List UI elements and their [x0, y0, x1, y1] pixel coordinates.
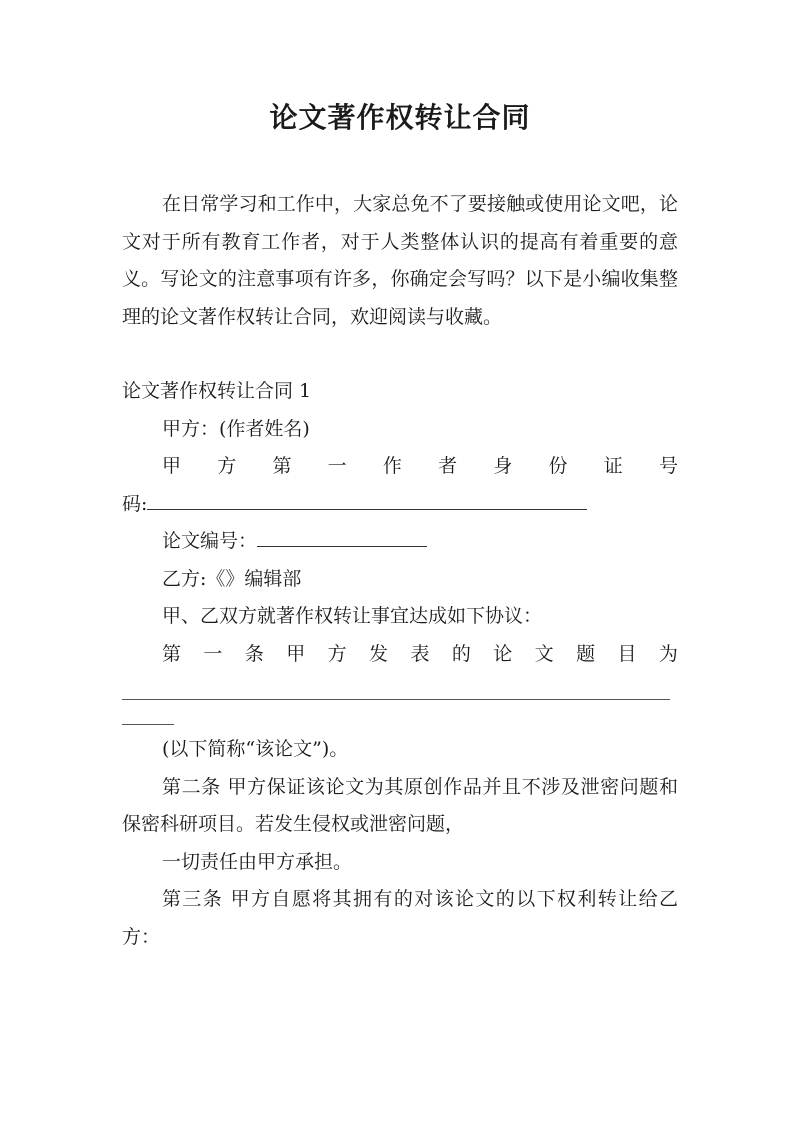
article-3: 第三条 甲方自愿将其拥有的对该论文的以下权利转让给乙方：	[122, 888, 678, 948]
id-number-line	[122, 486, 678, 524]
party-b-line: 乙方:《》编辑部	[162, 567, 302, 590]
document-title: 论文著作权转让合同	[269, 101, 531, 134]
agreement-line: 甲、乙双方就著作权转让事宜达成如下协议：	[162, 605, 543, 627]
id-label-char: 一	[327, 455, 347, 477]
article-1-char: 条	[244, 642, 264, 665]
article-1-title-blank-cont	[122, 700, 174, 725]
id-label-char: 第	[272, 455, 292, 477]
id-label-tail: 码:	[122, 492, 148, 515]
article-1-line	[122, 636, 678, 674]
article-1-char: 方	[327, 642, 347, 665]
article-1-char: 文	[534, 642, 554, 665]
article-1-char: 表	[410, 642, 430, 665]
article-1-char: 为	[658, 642, 678, 665]
id-label-char: 者	[438, 455, 458, 477]
article-2: 第二条 甲方保证该论文为其原创作品并且不涉及泄密问题和保密科研项目。若发生侵权或泄密问题，	[122, 775, 678, 835]
paper-number-line	[122, 523, 678, 561]
id-label-char: 证	[603, 455, 623, 477]
id-label-char: 甲	[162, 455, 182, 477]
id-label-char: 份	[548, 455, 568, 477]
id-number-label	[122, 448, 678, 486]
article-1-char: 论	[493, 642, 513, 665]
section-heading: 论文著作权转让合同 1	[122, 380, 312, 402]
article-1-char: 第	[162, 642, 182, 665]
party-a-line: 甲方：(作者姓名)	[162, 417, 310, 440]
article-1-char: 题	[576, 642, 596, 665]
paper-number-label: 论文编号：	[162, 530, 258, 552]
intro-paragraph: 在日常学习和工作中，大家总免不了要接触或使用论文吧，论文对于所有教育工作者，对于人类整体认识的提高有着重要的意义。写论文的注意事项有许多，你确定会写吗？以下是小编收集整理的论文著作权转让合同，欢迎阅读与收藏。	[122, 193, 678, 328]
id-label-char: 身	[493, 455, 513, 477]
article-1-title-blank	[122, 685, 670, 700]
article-1-char: 目	[617, 642, 637, 665]
article-1-char: 发	[369, 642, 389, 665]
article-1-char: 一	[203, 642, 223, 665]
article-1-tail: (以下简称“该论文”)。	[162, 738, 349, 760]
id-label-char: 号	[658, 455, 678, 477]
paragraph-gap	[122, 336, 678, 373]
document-body	[122, 186, 678, 956]
id-label-char: 作	[382, 455, 402, 477]
paper-number-blank	[257, 524, 427, 547]
article-2-cont: 一切责任由甲方承担。	[162, 850, 353, 873]
article-1-char: 的	[451, 642, 471, 665]
id-label-char: 方	[217, 455, 237, 477]
article-1-char: 甲	[286, 642, 306, 665]
id-number-blank	[147, 487, 587, 510]
